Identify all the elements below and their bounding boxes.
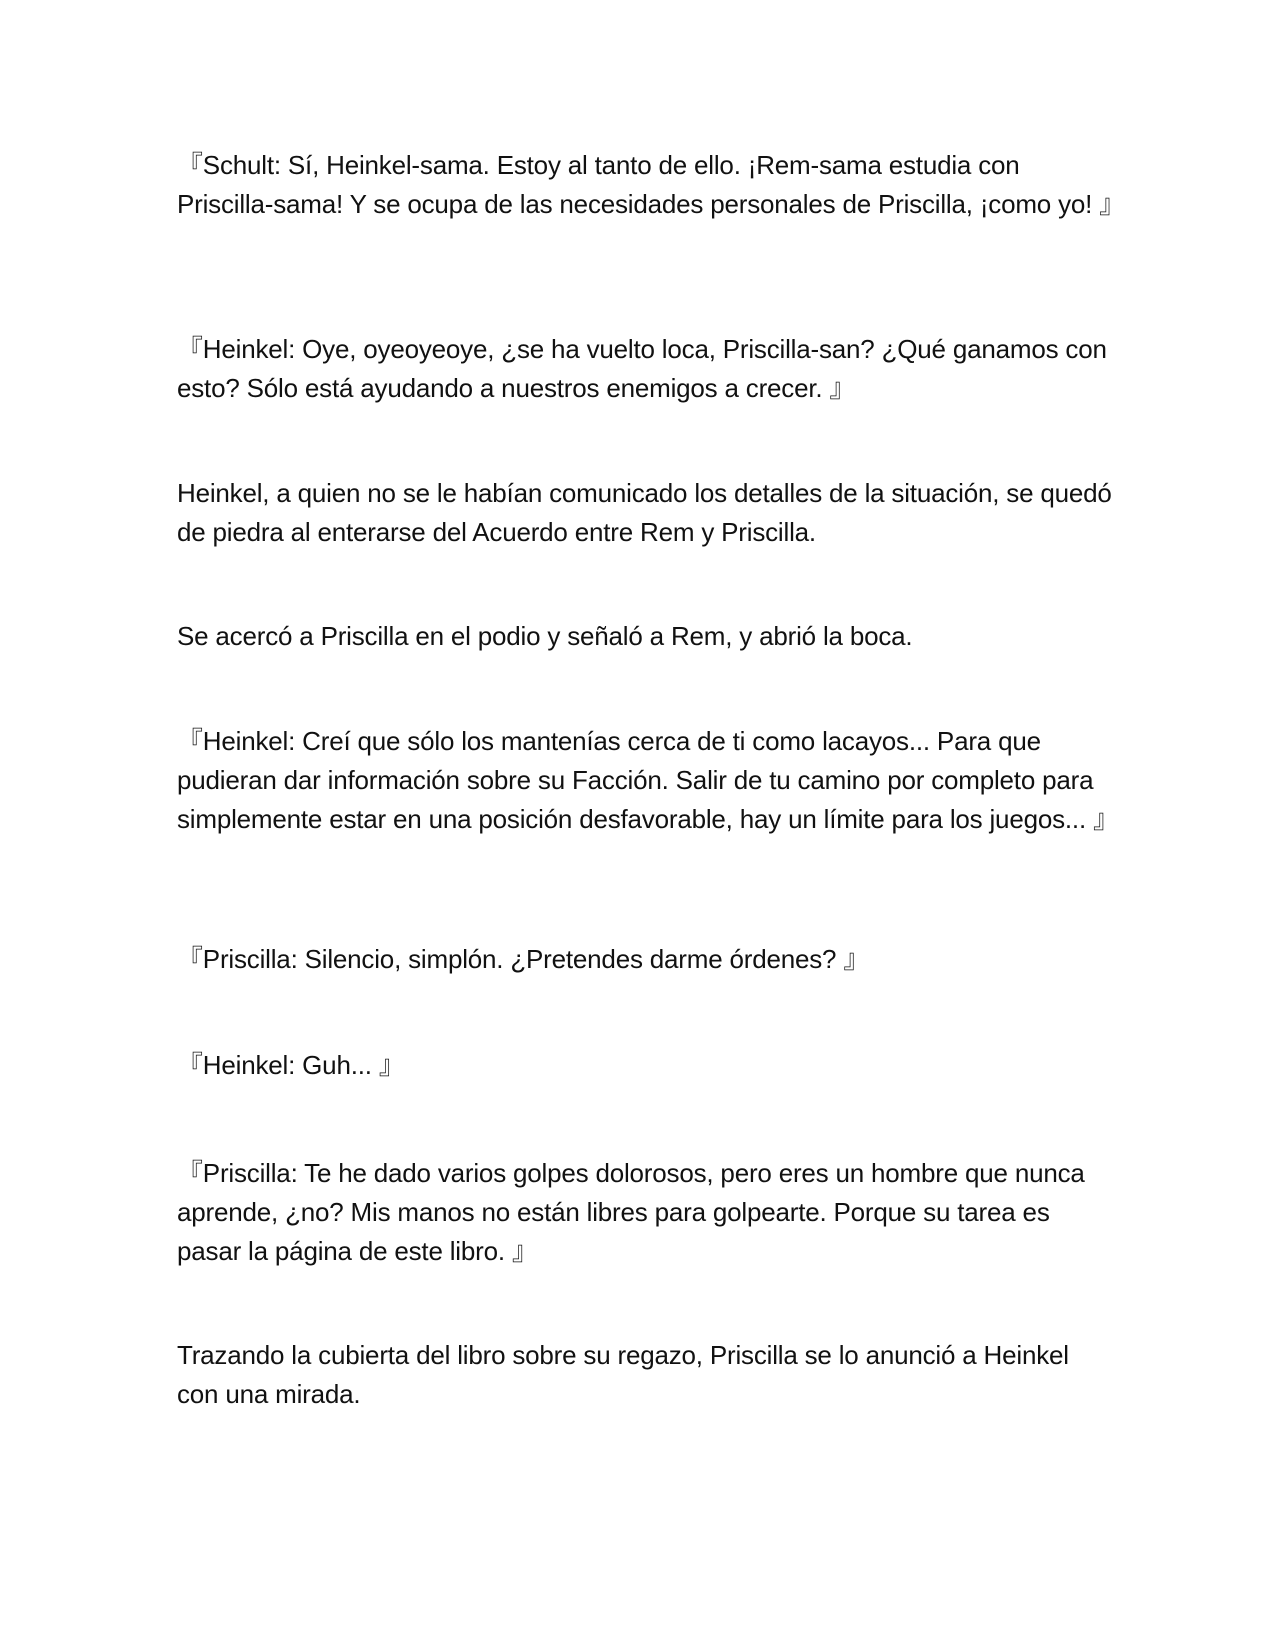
dialogue-paragraph: 『Heinkel: Oye, oyeoyeoye, ¿se ha vuelto loca, Priscilla-san? ¿Qué ganamos con esto? Sólo está ayudando a nuestros enemigos a crecer. 』: [177, 334, 1107, 403]
dialogue-paragraph: 『Priscilla: Silencio, simplón. ¿Pretendes darme órdenes? 』: [177, 944, 870, 974]
dialogue-paragraph: 『Heinkel: Creí que sólo los mantenías cerca de ti como lacayos... Para que pudieran dar información sobre su Facción. Salir de tu camino por completo para simplemente estar en una posición desfavorable, hay un límite para los juegos... 』: [177, 726, 1119, 834]
dialogue-paragraph: 『Heinkel: Guh... 』: [177, 1050, 405, 1080]
narration-paragraph: Heinkel, a quien no se le habían comunicado los detalles de la situación, se quedó de piedra al enterarse del Acuerdo entre Rem y Priscilla.: [177, 478, 1112, 547]
dialogue-paragraph: 『Priscilla: Te he dado varios golpes dolorosos, pero eres un hombre que nunca aprende, ¿no? Mis manos no están libres para golpearte. Porque su tarea es pasar la página de este libro. 』: [177, 1158, 1085, 1266]
narration-paragraph: Trazando la cubierta del libro sobre su regazo, Priscilla se lo anunció a Heinkel con una mirada.: [177, 1340, 1069, 1409]
dialogue-paragraph: 『Schult: Sí, Heinkel-sama. Estoy al tanto de ello. ¡Rem-sama estudia con Priscilla-sama! Y se ocupa de las necesidades personales de Priscilla, ¡como yo! 』: [177, 150, 1125, 219]
narration-paragraph: Se acercó a Priscilla en el podio y señaló a Rem, y abrió la boca.: [177, 621, 913, 651]
